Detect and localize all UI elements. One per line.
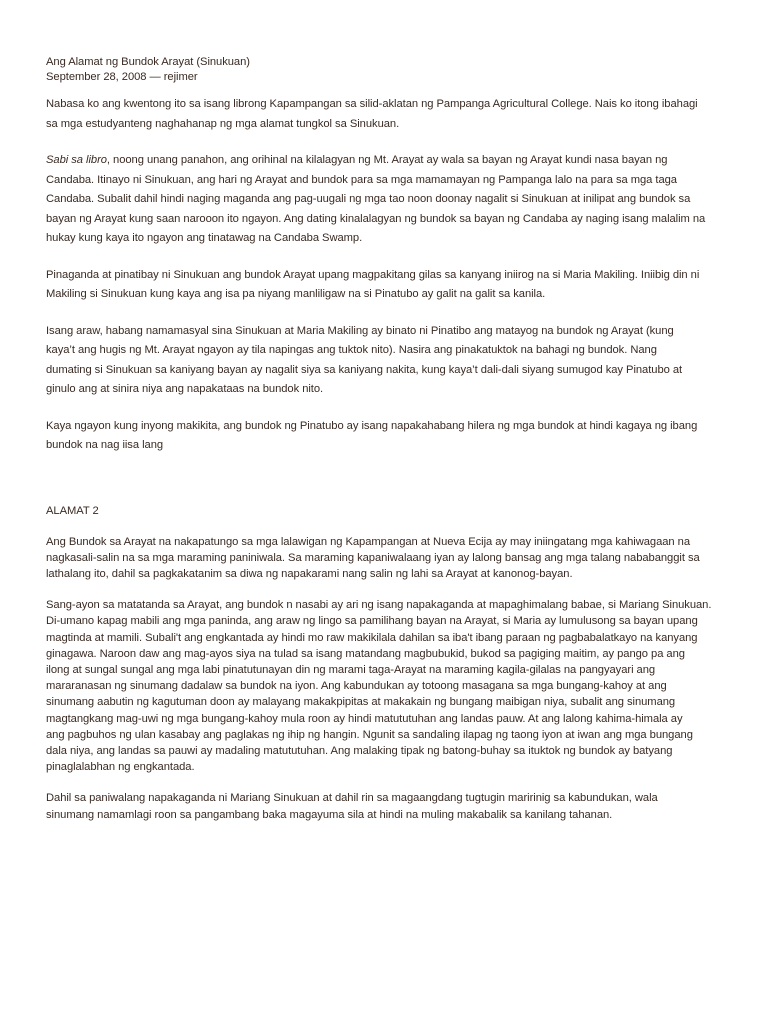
text-line: dala niya, ang landas sa pauwi ay madaling matututuhan. Ang malaking tipak ng batong-buhay sa ituktok ng bundok ay batyang	[46, 744, 673, 757]
text-line: ginagawa. Naroon daw ang mag-ayos siya na tulad sa isang matandang magbubukid, bukod sa pagiging maitim, ay pango pa ang	[46, 647, 685, 660]
text-line: sinumang aabutin ng kagutuman doon ay malayang makakpipitas at makakain ng bungang maibigan niya, subalit ang sinumang	[46, 696, 676, 709]
text-line: Dahil sa paniwalang napakaganda ni Mariang Sinukuan at dahil rin sa magaangdang tugtugin maririnig sa kabundukan, wala	[46, 792, 658, 805]
text-line: nagkasali-salin na sa mga maraming paniniwala. Sa maraming kapaniwalaang iyan ay lalong bansag ang mga talang nababanggit sa	[46, 551, 700, 564]
text-line: mararanasan ng sinumang dadalaw sa bundok na iyon. Ang kabundukan ay totoong masagana sa mga bungang-kahoy at ang	[46, 680, 667, 693]
text-line	[46, 151, 726, 171]
paragraph-2	[46, 266, 726, 305]
text-line: magtangkang mag-uwi ng mga bungang-kahoy mula roon ay hindi matututuhan ang landas pauw. At ang lalong kahima-himala ay	[46, 712, 683, 725]
text-line: ang pagbuhos ng ulan kasabay ang paglakas ng ihip ng hangin. Ngunit sa sandaling ilapag ng taong iyon at iwan ang mga bungang	[46, 728, 693, 741]
section2-paragraph-3	[46, 790, 726, 822]
section2-paragraph-2	[46, 597, 726, 775]
paragraph-4	[46, 417, 726, 456]
text-line: lathalang ito, dahil sa pagkakatanim sa diwa ng napakarami nang salin ng lahi sa Arayat at kanonog-bayan.	[46, 568, 573, 581]
document-title: Ang Alamat ng Bundok Arayat (Sinukuan)	[46, 56, 250, 68]
text-line: magtinda at mamili. Subali't ang engkantada ay hindi mo raw makikilala dahilan sa iba't ibang paraan ng pagbabalatkayo na kanyang	[46, 631, 698, 644]
section2-paragraph-1	[46, 534, 726, 583]
paragraph-1	[46, 151, 726, 249]
text-line: dumating si Sinukuan sa kaniyang bayan ay nagalit siya sa kaniyang nakita, kung kaya’t dali-dali siyang sumugod kay Pinatubo at	[46, 363, 683, 376]
text-line: bundok na nag iisa lang	[46, 439, 164, 451]
text-line: Isang araw, habang namamasyal sina Sinukuan at Maria Makiling ay binato ni Pinatibo ang matayog na bundok ng Arayat (kung	[46, 324, 674, 337]
text-line: Candaba. Itinayo ni Sinukuan, ang hari ng Arayat and bundok para sa mga mamamayan ng Pampanga lalo na para sa mga taga	[46, 173, 677, 186]
text-line: ilong at sungal sungal ang mga labi pinatutunayan din ng marami taga-Arayat na maraming kagila-gilalas na pangyayari ang	[46, 664, 656, 676]
dateline: September 28, 2008 — rejimer	[46, 71, 198, 83]
paragraph-3	[46, 322, 726, 400]
text-line: kaya’t ang hugis ng Mt. Arayat ngayon ay tila napingas ang tuktok nito). Nasira ang pinakatuktok na bahagi ng bundok. Nang	[46, 344, 657, 356]
text-line: bayan ng Arayat kung saan narooon ito ngayon. Ang dating kinalalagyan ng bundok sa bayan ng Candaba ay naging isang malalim na	[46, 212, 706, 225]
text-line: Makiling si Sinukuan kung kaya ang isa pa niyang manliligaw na si Pinatubo ay galit na galit sa kanila.	[46, 288, 546, 300]
text-line: pinaglalabhan ng engkantada.	[46, 761, 195, 774]
text-line: sa mga estudyanteng naghahanap ng mga alamat tungkol sa Sinukuan.	[46, 117, 400, 130]
intro-paragraph	[46, 95, 726, 134]
text-line: Kaya ngayon kung inyong makikita, ang bundok ng Pinatubo ay isang napakahabang hilera ng mga bundok at hindi kagaya ng ibang	[46, 419, 698, 432]
text-line: Di-umano kapag mabili ang mga paninda, ang araw ng lingo sa pamilihang bayan na Arayat, si Maria ay lumulusong sa bayan upang	[46, 615, 698, 628]
italic-phrase: Sabi sa libro	[46, 154, 107, 166]
section-heading: ALAMAT 2	[46, 504, 99, 517]
text-line: Nabasa ko ang kwentong ito sa isang librong Kapampangan sa silid-aklatan ng Pampanga Agricultural College. Nais ko itong ibahagi	[46, 98, 698, 110]
document-page	[46, 55, 726, 823]
text-line: Ang Bundok sa Arayat na nakapatungo sa mga lalawigan ng Kapampangan at Nueva Ecija ay may iniingatang mga kahiwagaan na	[46, 535, 690, 548]
text-line: ginulo ang at sinira niya ang napakataas na bundok nito.	[46, 383, 324, 395]
text-span: , noong unang panahon, ang orihinal na kilalagyan ng Mt. Arayat ay wala sa bayan ng Arayat kundi nasa bayan ng	[106, 154, 668, 166]
text-line: hukay kung kaya ito ngayon ang tinatawag na Candaba Swamp.	[46, 232, 363, 244]
text-line: Pinaganda at pinatibay ni Sinukuan ang bundok Arayat upang magpakitang gilas sa kanyang iniirog na si Maria Makiling. Iniibig din ni	[46, 268, 700, 281]
text-line: sinumang namamlagi roon sa pangambang baka magayuma sila at hindi na muling makabalik sa kanilang tahanan.	[46, 808, 613, 821]
text-line: Candaba. Subalit dahil hindi naging maganda ang pag-uugali ng mga tao noon doonay nagalit si Sinukuan at inilipat ang bundok sa	[46, 193, 691, 205]
text-line: Sang-ayon sa matatanda sa Arayat, ang bundok n nasabi ay ari ng isang napakaganda at mapaghimalang babae, si Mariang Sinukuan.	[46, 599, 712, 612]
